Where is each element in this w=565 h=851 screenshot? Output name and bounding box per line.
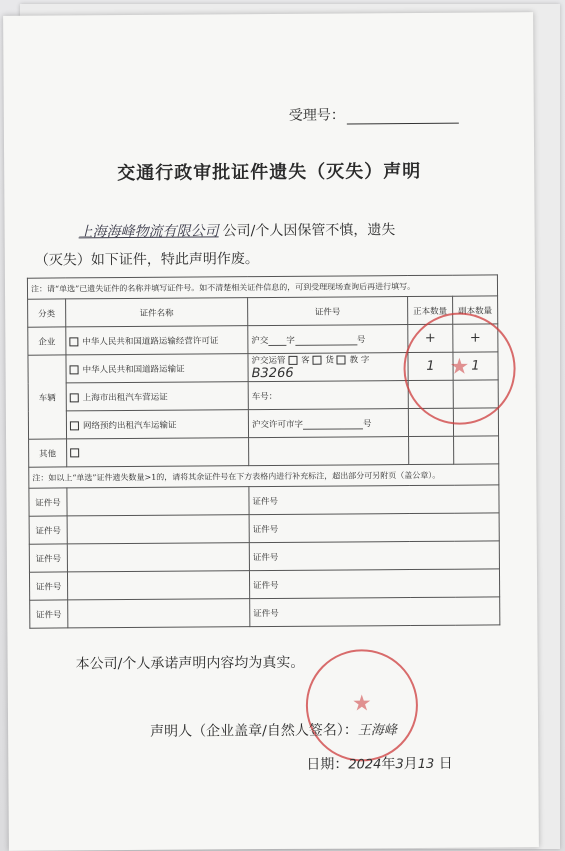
option-label: 客 xyxy=(301,355,310,366)
row-category: 企业 xyxy=(28,327,66,355)
header-name: 证件名称 xyxy=(66,298,248,327)
company-name-handwritten: 上海海峰物流有限公司 xyxy=(78,223,219,241)
declarant-label: 声明人（企业盖章/自然人签名） xyxy=(150,722,344,740)
signature-handwritten: 王海峰 xyxy=(357,723,397,739)
cert-cell xyxy=(249,513,499,543)
statement-line-1 xyxy=(75,219,396,241)
cert-cell xyxy=(249,541,499,571)
declarant-line: 声明人（企业盖章/自然人签名）：王海峰 xyxy=(150,722,397,740)
document-title: 交通行政审批证件遗失（灭失）声明 xyxy=(117,160,422,185)
row-name-cell xyxy=(66,382,248,411)
blank xyxy=(295,335,357,345)
checkbox[interactable] xyxy=(288,356,297,365)
original-count: + xyxy=(408,324,453,352)
cert-value xyxy=(67,515,249,544)
table-row xyxy=(30,597,500,628)
receipt-blank xyxy=(347,109,459,125)
cert-name: 中华人民共和国道路运输证 xyxy=(82,364,185,375)
day-unit: 日 xyxy=(438,755,453,772)
cert-name: 中华人民共和国道路运输经营许可证 xyxy=(82,335,219,347)
receipt-number-field xyxy=(289,104,459,125)
statement-suffix: 公司/个人因保管不慎，遗失 xyxy=(222,222,396,240)
date-year: 2024 xyxy=(348,757,382,773)
cert-label: 证件号 xyxy=(253,580,279,591)
company-seal-stamp xyxy=(306,649,419,762)
number-suffix: 号 xyxy=(362,418,372,429)
option-label: 货 xyxy=(325,355,334,366)
row-category: 车辆 xyxy=(28,355,67,439)
date-day: 13 xyxy=(417,756,435,772)
row-name-cell xyxy=(67,438,249,467)
cert-value xyxy=(67,543,249,572)
header-original: 正本数量 xyxy=(408,296,453,324)
row-number-cell xyxy=(249,437,409,466)
table-row xyxy=(29,541,499,572)
star-icon: ★ xyxy=(351,691,372,717)
row-name-cell xyxy=(66,410,248,439)
row-name-cell xyxy=(66,354,248,383)
table-note-top: 注：请“单选”已遗失证件的名称并填写证件号。如不清楚相关证件信息的，可到受理现场查询后再进行填写。 xyxy=(27,275,497,299)
row-number-cell xyxy=(248,325,408,354)
checkbox-checked[interactable] xyxy=(312,356,321,365)
document-page xyxy=(3,12,539,851)
table-row xyxy=(29,485,499,516)
cert-cell xyxy=(249,569,499,599)
option-label: 教 xyxy=(349,355,359,366)
number-prefix: 沪交运管 xyxy=(251,355,286,367)
cert-cell xyxy=(249,485,499,515)
table-row xyxy=(29,436,499,467)
copy-count: 1 xyxy=(453,352,498,380)
checkbox[interactable] xyxy=(69,337,78,346)
header-copy: 副本数量 xyxy=(453,296,498,324)
original-count xyxy=(409,436,454,464)
table-row xyxy=(29,513,499,544)
cert-label: 证件号 xyxy=(29,544,67,572)
number-prefix: 沪交 xyxy=(251,335,269,346)
cert-cell xyxy=(250,597,500,627)
receipt-label: 受理号： xyxy=(288,107,345,124)
header-number: 证件号 xyxy=(248,297,408,326)
year-unit: 年 xyxy=(381,756,396,773)
copy-count: + xyxy=(453,324,498,352)
row-number-cell: 车号： xyxy=(248,381,408,410)
cert-label: 证件号 xyxy=(29,572,67,600)
checkbox[interactable] xyxy=(337,355,346,364)
cert-label: 证件号 xyxy=(29,516,67,544)
cert-name: 上海市出租汽车营运证 xyxy=(82,392,168,403)
cert-label: 证件号 xyxy=(252,524,279,535)
cert-label: 证件号 xyxy=(252,552,279,563)
checkbox[interactable] xyxy=(70,448,79,457)
number-suffix: 号 xyxy=(356,334,366,345)
date-month: 3 xyxy=(395,757,404,773)
cert-label: 证件号 xyxy=(30,600,68,628)
blank xyxy=(303,419,363,429)
row-number-cell xyxy=(248,353,408,382)
company-seal-stamp xyxy=(403,312,516,425)
cert-value xyxy=(68,599,250,628)
promise-text: 本公司/个人承诺声明内容均为真实。 xyxy=(75,654,305,673)
header-category: 分类 xyxy=(28,299,66,327)
star-icon: ★ xyxy=(449,354,470,380)
blank xyxy=(268,335,286,345)
table-note-bottom: 注：如以上“单选”证件遗失数量>1的，请将其余证件号在下方表格内进行补充标注，超出部分可另附页（盖公章）。 xyxy=(29,464,499,488)
cert-label: 证件号 xyxy=(29,488,67,516)
checkbox[interactable] xyxy=(70,393,79,402)
copy-count xyxy=(454,436,499,464)
cert-label: 证件号 xyxy=(253,608,279,619)
row-number-cell xyxy=(248,409,408,438)
checkbox[interactable] xyxy=(70,421,79,430)
cert-label: 证件号 xyxy=(252,496,279,507)
table-row xyxy=(29,569,499,600)
cert-name: 网络预约出租汽车运输证 xyxy=(82,420,177,431)
row-name-cell xyxy=(66,326,248,355)
row-category: 其他 xyxy=(29,439,67,467)
number-mid: 字 xyxy=(286,335,295,346)
month-unit: 月 xyxy=(403,755,418,773)
date-line xyxy=(306,753,453,774)
checkbox[interactable] xyxy=(70,365,79,374)
date-label: 日期： xyxy=(306,756,349,773)
cert-value xyxy=(67,487,249,516)
original-count: 1 xyxy=(408,352,453,380)
statement-line-2: （灭失）如下证件，特此声明作废。 xyxy=(34,251,259,269)
cert-value xyxy=(67,571,249,600)
option-label: 字 xyxy=(360,355,370,366)
number-prefix: 沪交许可市字 xyxy=(251,419,304,430)
plate-number-handwritten: B3266 xyxy=(251,365,294,382)
